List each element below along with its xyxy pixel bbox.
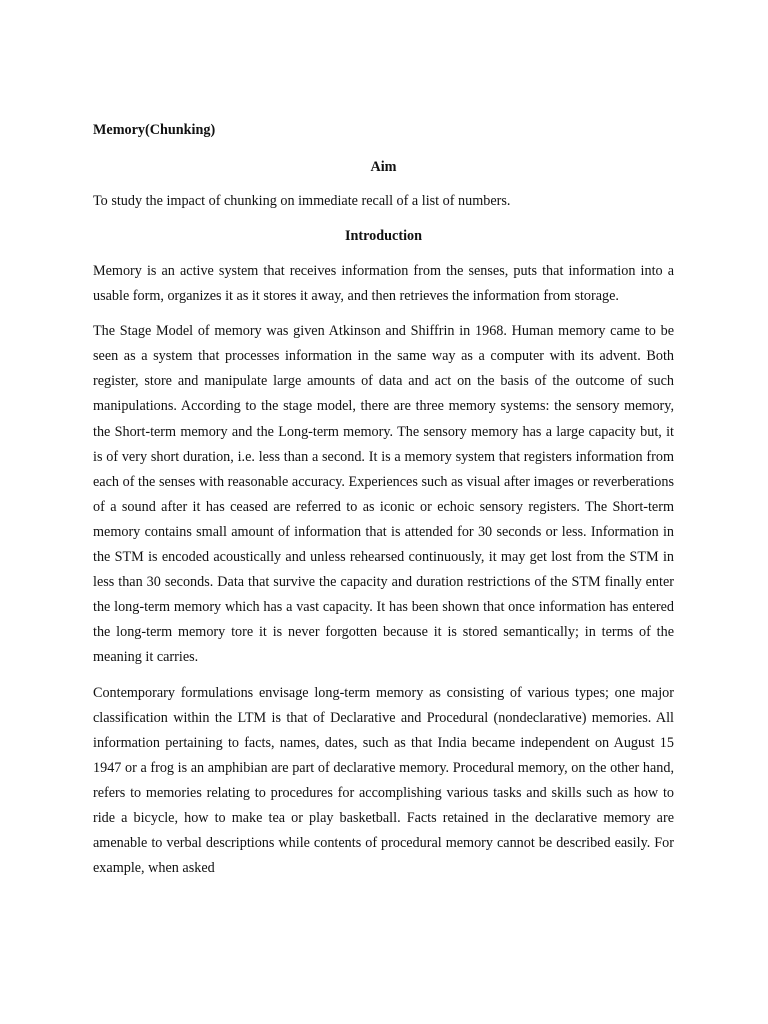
introduction-paragraph-2: The Stage Model of memory was given Atkinson and Shiffrin in 1968. Human memory came to be seen as a system that processes information in the same way as a computer with its advent. Both register, store and manipulate large amounts of data and act on the basis of the outcome of such manipulations. According to the stage model, there are three memory systems: the sensory memory, the Short-term memory and the Long-term memory. The sensory memory has a large capacity but, it is of very short duration, i.e. less than a second. It is a memory system that registers information from each of the senses with reasonable accuracy. Experiences such as visual after images or reverberations of a sound after it has ceased are referred to as iconic or echoic sensory registers. The Short-term memory contains small amount of information that is attended for 30 seconds or less. Information in the STM is encoded acoustically and unless rehearsed continuously, it may get lost from the STM in less than 30 seconds. Data that survive the capacity and duration restrictions of the STM finally enter the long-term memory which has a vast capacity. It has been shown that once information has entered the long-term memory tore it is never forgotten because it is stored semantically; in terms of the meaning it carries. (93, 323, 674, 666)
introduction-heading: Introduction (345, 228, 422, 244)
introduction-paragraph-1: Memory is an active system that receives information from the senses, puts that information into a usable form, organizes it as it stores it away, and then retrieves the information from storage. (93, 263, 674, 305)
introduction-paragraph-3: Contemporary formulations envisage long-term memory as consisting of various types; one major classification within the LTM is that of Declarative and Procedural (nondeclarative) memories. All information pertaining to facts, names, dates, such as that India became independent on August 15 1947 or a frog is an amphibian are part of declarative memory. Procedural memory, on the other hand, refers to memories relating to procedures for accomplishing various tasks and skills such as how to ride a bicycle, how to make tea or play basketball. Facts retained in the declarative memory are amenable to verbal descriptions while contents of procedural memory cannot be described easily. For example, when asked (93, 684, 674, 877)
document-title: Memory(Chunking) (93, 122, 216, 138)
document-page (93, 119, 674, 881)
aim-text: To study the impact of chunking on immediate recall of a list of numbers. (93, 193, 511, 209)
aim-heading: Aim (370, 159, 397, 175)
